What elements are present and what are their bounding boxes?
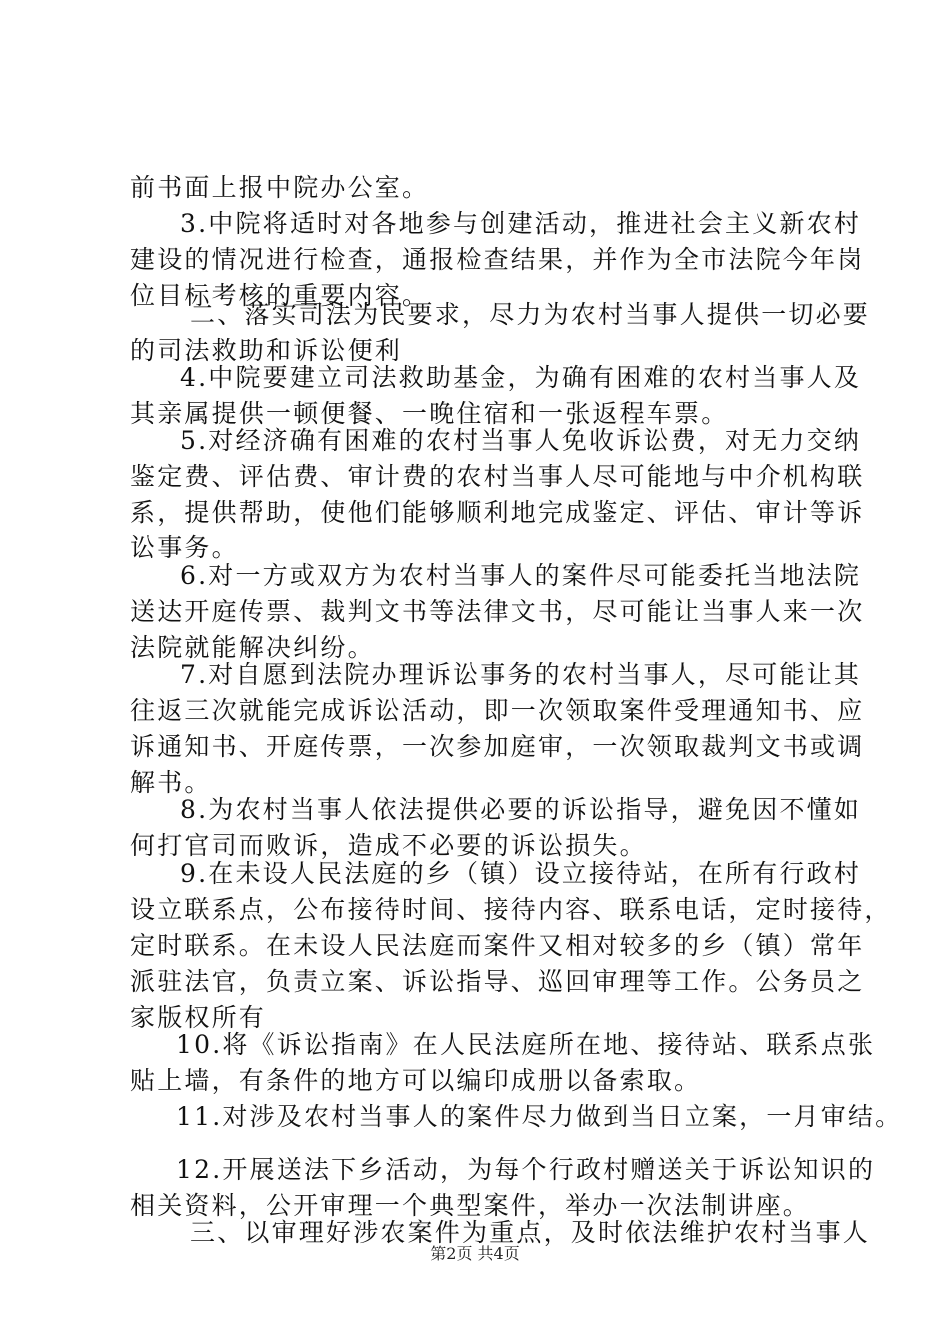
text-line: 4.中院要建立司法救助基金，为确有困难的农村当事人及 [180, 363, 862, 392]
text-line: 5.对经济确有困难的农村当事人免收诉讼费，对无力交纳 [180, 426, 862, 455]
text-line: 前书面上报中院办公室。 [130, 173, 430, 202]
text-line: 三、以审理好涉农案件为重点，及时依法维护农村当事人 [190, 1218, 871, 1247]
text-line: 的司法救助和诉讼便利 [130, 336, 403, 365]
text-line: 11.对涉及农村当事人的案件尽力做到当日立案，一月审结。 [176, 1102, 903, 1131]
text-line: 8.为农村当事人依法提供必要的诉讼指导，避免因不懂如 [180, 795, 862, 824]
text-line: 10.将《诉讼指南》在人民法庭所在地、接待站、联系点张 [176, 1030, 876, 1059]
text-line: 贴上墙，有条件的地方可以编印成册以备索取。 [130, 1066, 702, 1095]
text-line: 7.对自愿到法院办理诉讼事务的农村当事人，尽可能让其 [180, 660, 862, 689]
text-line: 6.对一方或双方为农村当事人的案件尽可能委托当地法院 [180, 561, 862, 590]
text-line: 定时联系。在未设人民法庭而案件又相对较多的乡（镇）常年 [130, 931, 865, 960]
text-line: 12.开展送法下乡活动，为每个行政村赠送关于诉讼知识的 [176, 1155, 876, 1184]
text-line: 派驻法官，负责立案、诉讼指导、巡回审理等工作。公务员之 [130, 967, 865, 996]
text-line: 二、落实司法为民要求，尽力为农村当事人提供一切必要 [190, 300, 871, 329]
text-line: 解书。 [130, 768, 212, 797]
page-number-footer: 第2页 共4页 [430, 1244, 520, 1263]
text-line: 鉴定费、评估费、审计费的农村当事人尽可能地与中介机构联 [130, 462, 865, 491]
text-line: 何打官司而败诉，造成不必要的诉讼损失。 [130, 831, 647, 860]
text-line: 家版权所有 [130, 1003, 267, 1032]
text-line: 设立联系点，公布接待时间、接待内容、联系电话，定时接待， [130, 895, 892, 924]
text-line: 送达开庭传票、裁判文书等法律文书，尽可能让当事人来一次 [130, 597, 865, 626]
text-line: 讼事务。 [130, 533, 239, 562]
text-line: 其亲属提供一顿便餐、一晚住宿和一张返程车票。 [130, 399, 729, 428]
text-line: 系，提供帮助，使他们能够顺利地完成鉴定、评估、审计等诉 [130, 498, 865, 527]
text-line: 相关资料，公开审理一个典型案件，举办一次法制讲座。 [130, 1191, 811, 1220]
text-line: 位目标考核的重要内容。 [130, 281, 430, 310]
text-line: 建设的情况进行检查，通报检查结果，并作为全市法院今年岗 [130, 245, 865, 274]
text-line: 9.在未设人民法庭的乡（镇）设立接待站，在所有行政村 [180, 859, 862, 888]
text-line: 往返三次就能完成诉讼活动，即一次领取案件受理通知书、应 [130, 696, 865, 725]
text-line: 3.中院将适时对各地参与创建活动，推进社会主义新农村 [180, 209, 862, 238]
text-line: 诉通知书、开庭传票，一次参加庭审，一次领取裁判文书或调 [130, 732, 865, 761]
text-line: 法院就能解决纠纷。 [130, 633, 375, 662]
